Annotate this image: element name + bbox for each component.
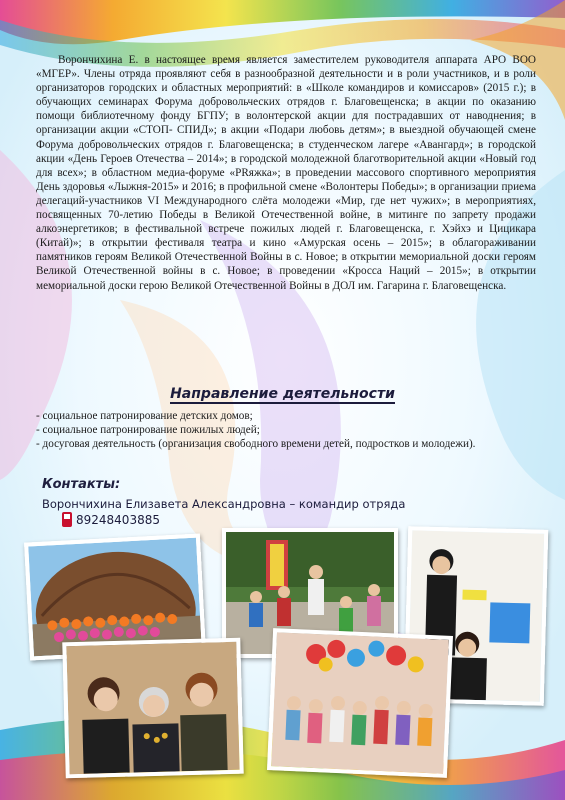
phone-icon [62,512,72,527]
contact-phone[interactable]: 89248403885 [76,512,160,527]
list-item: - досуговая деятельность (организация свободного времени детей, подростков и молодежи). [36,437,541,451]
photo-veteran-visit [62,638,243,779]
list-item: - социальное патронирование детских домов; [36,409,541,423]
activity-list [36,409,541,451]
contact-phone-row [62,512,160,527]
contacts-title: Контакты: [42,477,121,492]
activity-heading [0,386,565,402]
contact-name: Ворончихина Елизавета Александровна – командир отряда [42,497,406,511]
list-item: - социальное патронирование пожилых людей; [36,423,541,437]
body-paragraph: Ворончихина Е. в настоящее время является заместителем руководителя аппарата АРО ВОО «МГЕР». Члены отряда проявляют себя в разнообразной деятельности и в роли участников, и в роли организаторов городских и областных мероприятий: в «Школе командиров и комиссаров» (2015 г.); в обучающих семинарах Форума добровольческих отрядов г. Благовещенска; в акции по оказанию помощи библиотечному фонду БГПУ; в волонтерской акции для пострадавших от наводнения; в организации акции «СТОП- СПИД»; в акции «Подари любовь детям»; в выездной обучающей смене Форума добровольческих отрядов г. Благовещенска; в студенческом лагере «Авангард»; в городской акции «День Героев Отечества – 2014»; в городской молодежной благотворительной акции «Новый год для всех»; в областном медиа-форуме «PRяжка»; в проведении массового спортивного мероприятия День здоровья «Лыжня-2015» и 2016; в профильной смене «Волонтеры Победы»; в организации приема делегаций-участников VI Международного слёта молодежи «Мир, где нет чужих»; в мероприятиях, посвященных 70-летию Победы в Великой Отечественной войне, в митинге по запрету продажи алкоэнергетиков; в фестивальной встрече пожилых людей г. Благовещенска, г. Хэйхэ и Цицикара (Китай)»; в открытии фестиваля театра и кино «Амурская осень – 2015»; в облагораживании памятников героям Великой Отечественной Войны в с. Новое; в открытии мемориальной доски героям Великой Отечественной войны в с. Новое; в проведении «Кросса Наций – 2015»; в открытии мемориальной доски герою Великой Отечественной Войны в ДОЛ им. Гагарина г. Благовещенска. [36,54,536,292]
photo-children-group [267,628,453,778]
activity-heading-text: Направление деятельности [170,386,395,402]
